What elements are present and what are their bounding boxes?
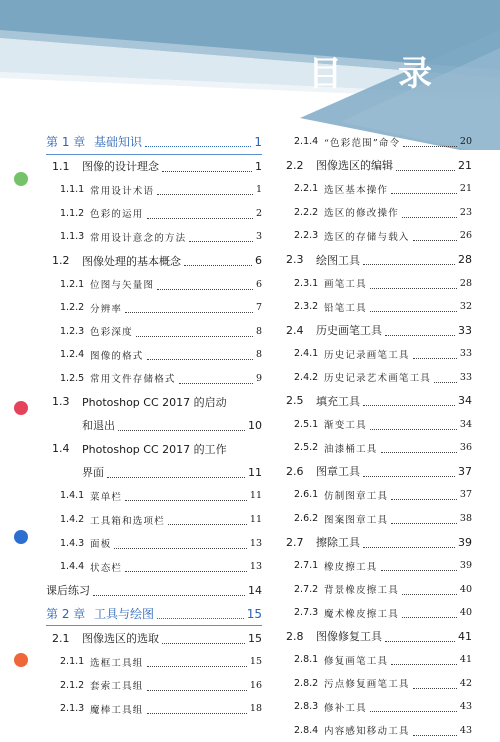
toc-entry-number: 1.4 [52, 442, 70, 456]
toc-entry-title: 图像的格式 [90, 350, 144, 362]
toc-entry-page: 40 [459, 583, 472, 595]
toc-entry-number: 1.2.1 [60, 278, 85, 290]
toc-entry[interactable] [280, 648, 472, 672]
dot-leader [391, 499, 457, 500]
toc-entry-number: 第 2 章 [46, 607, 86, 622]
dot-leader [147, 359, 253, 360]
dot-leader [391, 193, 457, 194]
toc-entry-title: 常用文件存储格式 [90, 374, 176, 386]
toc-entry-title: 图像的设计理念 [82, 160, 159, 174]
toc-entry[interactable] [280, 530, 472, 554]
toc-entry-title: 面板 [90, 539, 112, 551]
toc-entry-page: 34 [458, 394, 472, 408]
dot-leader [157, 618, 244, 619]
toc-entry[interactable] [280, 342, 472, 366]
toc-entry[interactable] [46, 461, 262, 485]
dot-leader [189, 241, 253, 242]
toc-entry-title: “色彩范围”命令 [324, 137, 401, 149]
toc-entry-title: 基础知识 [94, 135, 143, 150]
dot-leader [402, 594, 457, 595]
toc-entry-page: 1 [255, 159, 262, 173]
toc-entry-number: 1.1.1 [60, 184, 85, 196]
toc-entry[interactable] [280, 719, 472, 742]
toc-entry[interactable] [280, 389, 472, 413]
toc-entry[interactable] [280, 271, 472, 295]
toc-entry[interactable] [46, 225, 262, 249]
dot-leader [179, 383, 253, 384]
toc-entry-page: 28 [458, 253, 472, 266]
toc-entry-number: 2.1.1 [60, 656, 85, 668]
toc-entry-title: 填充工具 [316, 394, 360, 408]
toc-entry-number: 1.2.5 [60, 372, 85, 384]
dot-leader [413, 735, 457, 736]
toc-entry-page: 15 [248, 631, 262, 645]
dot-leader [93, 595, 245, 596]
toc-entry[interactable] [280, 554, 472, 578]
toc-entry-title: 工具箱和选项栏 [90, 515, 165, 527]
toc-entry[interactable] [46, 343, 262, 367]
toc-entry[interactable] [280, 413, 472, 437]
toc-entry-page: 43 [459, 701, 472, 713]
toc-entry-number: 2.5.2 [294, 442, 319, 454]
dot-leader [147, 218, 253, 219]
toc-entry-page: 6 [255, 254, 262, 267]
toc-entry[interactable] [280, 201, 472, 225]
toc-entry-number: 2.2.3 [294, 230, 319, 242]
dot-leader [363, 405, 455, 406]
toc-entry-number: 2.7.1 [294, 560, 319, 572]
toc-entry-page: 20 [459, 136, 472, 148]
toc-entry[interactable] [280, 624, 472, 648]
dot-leader [363, 476, 455, 477]
toc-entry-title: 界面 [82, 466, 104, 480]
dot-leader [114, 548, 247, 549]
toc-entry[interactable] [46, 674, 262, 698]
toc-entry-title: 画笔工具 [324, 279, 367, 291]
toc-entry-title: Photoshop CC 2017 的工作 [82, 442, 227, 456]
toc-entry-page: 2 [255, 207, 262, 219]
toc-entry-number: 2.7.3 [294, 607, 319, 619]
toc-entry-number: 1.3 [52, 395, 70, 409]
dot-leader [363, 547, 455, 548]
toc-entry-number: 2.5 [286, 394, 304, 408]
toc-entry-title: 选区的修改操作 [324, 208, 399, 220]
toc-entry-number: 1.2.3 [60, 325, 85, 337]
toc-entry[interactable] [280, 483, 472, 507]
toc-entry-page: 28 [459, 277, 472, 289]
toc-entry-title: 位图与矢量图 [90, 280, 155, 292]
toc-entry[interactable] [46, 578, 262, 602]
toc-entry-title: 套索工具组 [90, 681, 144, 693]
toc-entry-page: 15 [246, 606, 262, 621]
dot-leader [381, 452, 457, 453]
toc-entry[interactable] [46, 531, 262, 555]
dot-leader [385, 641, 455, 642]
page-title: 目 录 [308, 54, 454, 94]
toc-entry-page: 33 [459, 371, 472, 383]
toc-entry-page: 8 [255, 325, 262, 337]
toc-entry[interactable] [46, 555, 262, 579]
toc-entry-page: 34 [459, 418, 472, 430]
toc-entry[interactable] [280, 318, 472, 342]
toc-entry-number: 2.6.1 [294, 489, 319, 501]
toc-entry-page: 11 [249, 514, 262, 526]
dot-leader [370, 311, 457, 312]
dot-leader [370, 288, 457, 289]
toc-entry-number: 2.3.2 [294, 301, 319, 313]
toc-entry[interactable] [46, 626, 262, 650]
dot-leader [413, 688, 457, 689]
toc-entry-title: 修复画笔工具 [324, 655, 389, 667]
toc-entry-page: 1 [255, 184, 262, 196]
toc-entry-page: 11 [248, 465, 262, 479]
toc-entry-page: 13 [249, 537, 262, 549]
dot-leader [118, 430, 245, 431]
toc-entry-title: 图像处理的基本概念 [82, 254, 181, 268]
toc-entry-page: 40 [459, 607, 472, 619]
toc-entry-page: 13 [249, 561, 262, 573]
toc-entry-page: 18 [249, 703, 262, 715]
toc-entry[interactable] [46, 319, 262, 343]
toc-entry[interactable] [46, 508, 262, 532]
toc-entry-page: 21 [459, 183, 472, 195]
toc-entry-number: 2.4 [286, 323, 304, 337]
toc-entry-number: 2.8.2 [294, 677, 319, 689]
dot-leader [136, 336, 253, 337]
dot-leader [391, 523, 457, 524]
toc-entry-page: 36 [459, 442, 472, 454]
toc-entry-page: 10 [248, 418, 262, 432]
toc-entry-page: 37 [459, 489, 472, 501]
toc-entry-title: 常用设计意念的方法 [90, 232, 187, 244]
toc-entry-page: 8 [255, 349, 262, 361]
toc-entry-number: 1.2.2 [60, 302, 85, 314]
dot-leader [147, 690, 247, 691]
toc-entry[interactable] [280, 460, 472, 484]
dot-leader [145, 146, 251, 147]
toc-entry[interactable] [46, 697, 262, 721]
toc-entry-page: 1 [254, 134, 262, 149]
toc-entry[interactable] [280, 601, 472, 625]
toc-entry-title: 图章工具 [316, 465, 360, 479]
toc-entry-title: 历史记录画笔工具 [324, 349, 410, 361]
toc-entry-title: 图像选区的编辑 [316, 159, 393, 173]
toc-entry-number: 2.6.2 [294, 513, 319, 525]
toc-entry[interactable] [46, 249, 262, 273]
toc-entry-number: 2.8.3 [294, 701, 319, 713]
toc-entry-page: 23 [459, 206, 472, 218]
toc-entry-number: 2.4.2 [294, 371, 319, 383]
toc-entry-page: 43 [459, 724, 472, 736]
dot-leader [157, 289, 253, 290]
toc-entry-title: 菜单栏 [90, 491, 123, 503]
toc-entry-title: 历史记录艺术画笔工具 [324, 373, 432, 385]
dot-leader [391, 664, 457, 665]
toc-entry-number: 2.4.1 [294, 348, 319, 360]
toc-entry-number: 第 1 章 [46, 135, 86, 150]
toc-entry-number: 2.1.3 [60, 703, 85, 715]
dot-leader [107, 477, 245, 478]
red-dot-icon [14, 401, 28, 415]
toc-entry[interactable] [280, 295, 472, 319]
toc-entry-title: 橡皮擦工具 [324, 561, 378, 573]
toc-entry-page: 21 [458, 158, 472, 172]
toc-entry-number: 1.1.3 [60, 231, 85, 243]
toc-entry-page: 6 [255, 278, 262, 290]
toc-entry-title: 选框工具组 [90, 657, 144, 669]
toc-entry-number: 2.8 [286, 629, 304, 643]
toc-entry-title: 铅笔工具 [324, 302, 367, 314]
toc-entry-page: 41 [458, 629, 472, 643]
toc-entry-title: 和退出 [82, 419, 115, 433]
toc-entry[interactable] [46, 414, 262, 438]
toc-entry-number: 2.1 [52, 631, 70, 645]
toc-entry-title: 擦除工具 [316, 536, 360, 550]
toc-entry-number: 1.2.4 [60, 349, 85, 361]
toc-entry-page: 39 [459, 560, 472, 572]
toc-entry-number: 2.1.4 [294, 136, 319, 148]
toc-entry-page: 42 [459, 677, 472, 689]
toc-entry[interactable] [280, 130, 472, 154]
toc-entry-title: 渐变工具 [324, 420, 367, 432]
toc-entry[interactable] [46, 602, 262, 627]
toc-entry-page: 11 [249, 490, 262, 502]
toc-entry-page: 41 [459, 654, 472, 666]
toc-entry[interactable] [280, 577, 472, 601]
toc-entry[interactable] [46, 155, 262, 179]
toc-entry[interactable] [46, 650, 262, 674]
dot-leader [413, 358, 457, 359]
dot-leader [434, 382, 457, 383]
toc-entry-page: 15 [249, 656, 262, 668]
toc-entry[interactable] [280, 436, 472, 460]
toc-entry[interactable] [280, 248, 472, 272]
toc-entry-title: 内容感知移动工具 [324, 726, 410, 738]
toc-entry-title: 修补工具 [324, 702, 367, 714]
green-dot-icon [14, 172, 28, 186]
dot-leader [125, 571, 247, 572]
toc-entry-number: 2.2.2 [294, 206, 319, 218]
toc-entry-number: 1.2 [52, 254, 70, 267]
dot-leader [363, 264, 455, 265]
toc-entry-title: 绘图工具 [316, 253, 360, 267]
toc-entry-number: 1.4.2 [60, 514, 85, 526]
toc-entry-number: 2.2 [286, 158, 304, 172]
toc-entry[interactable] [280, 672, 472, 696]
toc-entry-title: 课后练习 [46, 584, 90, 598]
dot-leader [385, 335, 455, 336]
toc-entry[interactable] [280, 695, 472, 719]
toc-entry-title: 选区的存储与载入 [324, 231, 410, 243]
toc-entry-title: 油漆桶工具 [324, 443, 378, 455]
toc-entry-number: 2.8.1 [294, 654, 319, 666]
dot-leader [125, 312, 253, 313]
toc-entry-page: 26 [459, 230, 472, 242]
toc-entry-title: Photoshop CC 2017 的启动 [82, 395, 227, 409]
dot-leader [396, 170, 455, 171]
toc-entry-title: 魔棒工具组 [90, 704, 144, 716]
toc-entry[interactable] [46, 366, 262, 390]
toc-entry-title: 状态栏 [90, 562, 123, 574]
toc-entry-title: 仿制图章工具 [324, 490, 389, 502]
toc-entry-page: 9 [255, 372, 262, 384]
header-banner [0, 0, 500, 150]
toc-entry[interactable] [46, 178, 262, 202]
dot-leader [157, 194, 253, 195]
dot-leader [402, 217, 457, 218]
toc-entry-page: 33 [458, 323, 472, 337]
toc-entry-number: 1.4.3 [60, 537, 85, 549]
toc-entry-number: 2.3 [286, 253, 304, 266]
dot-leader [413, 240, 457, 241]
toc-entry[interactable] [280, 365, 472, 389]
dot-leader [147, 713, 247, 714]
toc-entry-title: 分辨率 [90, 303, 123, 315]
toc-entry-page: 38 [459, 513, 472, 525]
toc-entry-number: 1.4.4 [60, 561, 85, 573]
toc-entry-page: 32 [459, 301, 472, 313]
toc-entry-page: 3 [255, 231, 262, 243]
toc-left-column [46, 130, 262, 721]
toc-entry-page: 33 [459, 348, 472, 360]
toc-entry-number: 2.7.2 [294, 583, 319, 595]
toc-entry-title: 选区基本操作 [324, 184, 389, 196]
toc-entry-title: 图像修复工具 [316, 630, 382, 644]
dot-leader [125, 500, 247, 501]
toc-entry-page: 39 [458, 535, 472, 549]
toc-entry[interactable] [46, 484, 262, 508]
toc-entry[interactable] [46, 437, 262, 461]
dot-leader [403, 146, 457, 147]
toc-entry-number: 2.8.4 [294, 724, 319, 736]
toc-entry-title: 色彩的运用 [90, 209, 144, 221]
toc-entry[interactable] [46, 390, 262, 414]
toc-entry-number: 2.1.2 [60, 679, 85, 691]
toc-entry-title: 图案图章工具 [324, 514, 389, 526]
toc-entry[interactable] [280, 224, 472, 248]
toc-entry-number: 1.1.2 [60, 207, 85, 219]
toc-entry[interactable] [280, 154, 472, 178]
toc-entry-page: 37 [458, 464, 472, 478]
toc-entry-number: 2.3.1 [294, 277, 319, 289]
toc-entry-number: 1.1 [52, 159, 70, 173]
toc-entry-title: 常用设计术语 [90, 185, 155, 197]
toc-entry-title: 魔术橡皮擦工具 [324, 608, 399, 620]
toc-entry[interactable] [280, 507, 472, 531]
dot-leader [168, 524, 247, 525]
toc-entry-number: 2.6 [286, 464, 304, 478]
dot-leader [162, 643, 245, 644]
dot-leader [370, 429, 457, 430]
toc-entry[interactable] [46, 130, 262, 155]
toc-entry[interactable] [46, 202, 262, 226]
orange-dot-icon [14, 653, 28, 667]
toc-entry-number: 2.5.1 [294, 418, 319, 430]
toc-entry-page: 16 [249, 679, 262, 691]
toc-entry-page: 7 [255, 302, 262, 314]
dot-leader [402, 617, 457, 618]
toc-entry-title: 背景橡皮擦工具 [324, 585, 399, 597]
toc-entry-number: 1.4.1 [60, 490, 85, 502]
toc-entry-title: 污点修复画笔工具 [324, 679, 410, 691]
dot-leader [381, 570, 457, 571]
toc-entry[interactable] [46, 296, 262, 320]
toc-entry-title: 工具与绘图 [94, 607, 155, 622]
dot-leader [184, 265, 252, 266]
dot-leader [147, 666, 247, 667]
blue-dot-icon [14, 530, 28, 544]
toc-entry-number: 2.2.1 [294, 183, 319, 195]
toc-entry-number: 2.7 [286, 535, 304, 549]
toc-entry-page: 14 [248, 583, 262, 597]
toc-entry[interactable] [46, 272, 262, 296]
toc-entry-title: 历史画笔工具 [316, 324, 382, 338]
toc-entry-title: 图像选区的选取 [82, 632, 159, 646]
toc-entry[interactable] [280, 177, 472, 201]
toc-entry-title: 色彩深度 [90, 327, 133, 339]
toc-right-column [280, 130, 472, 742]
dot-leader [370, 711, 457, 712]
dot-leader [162, 171, 252, 172]
